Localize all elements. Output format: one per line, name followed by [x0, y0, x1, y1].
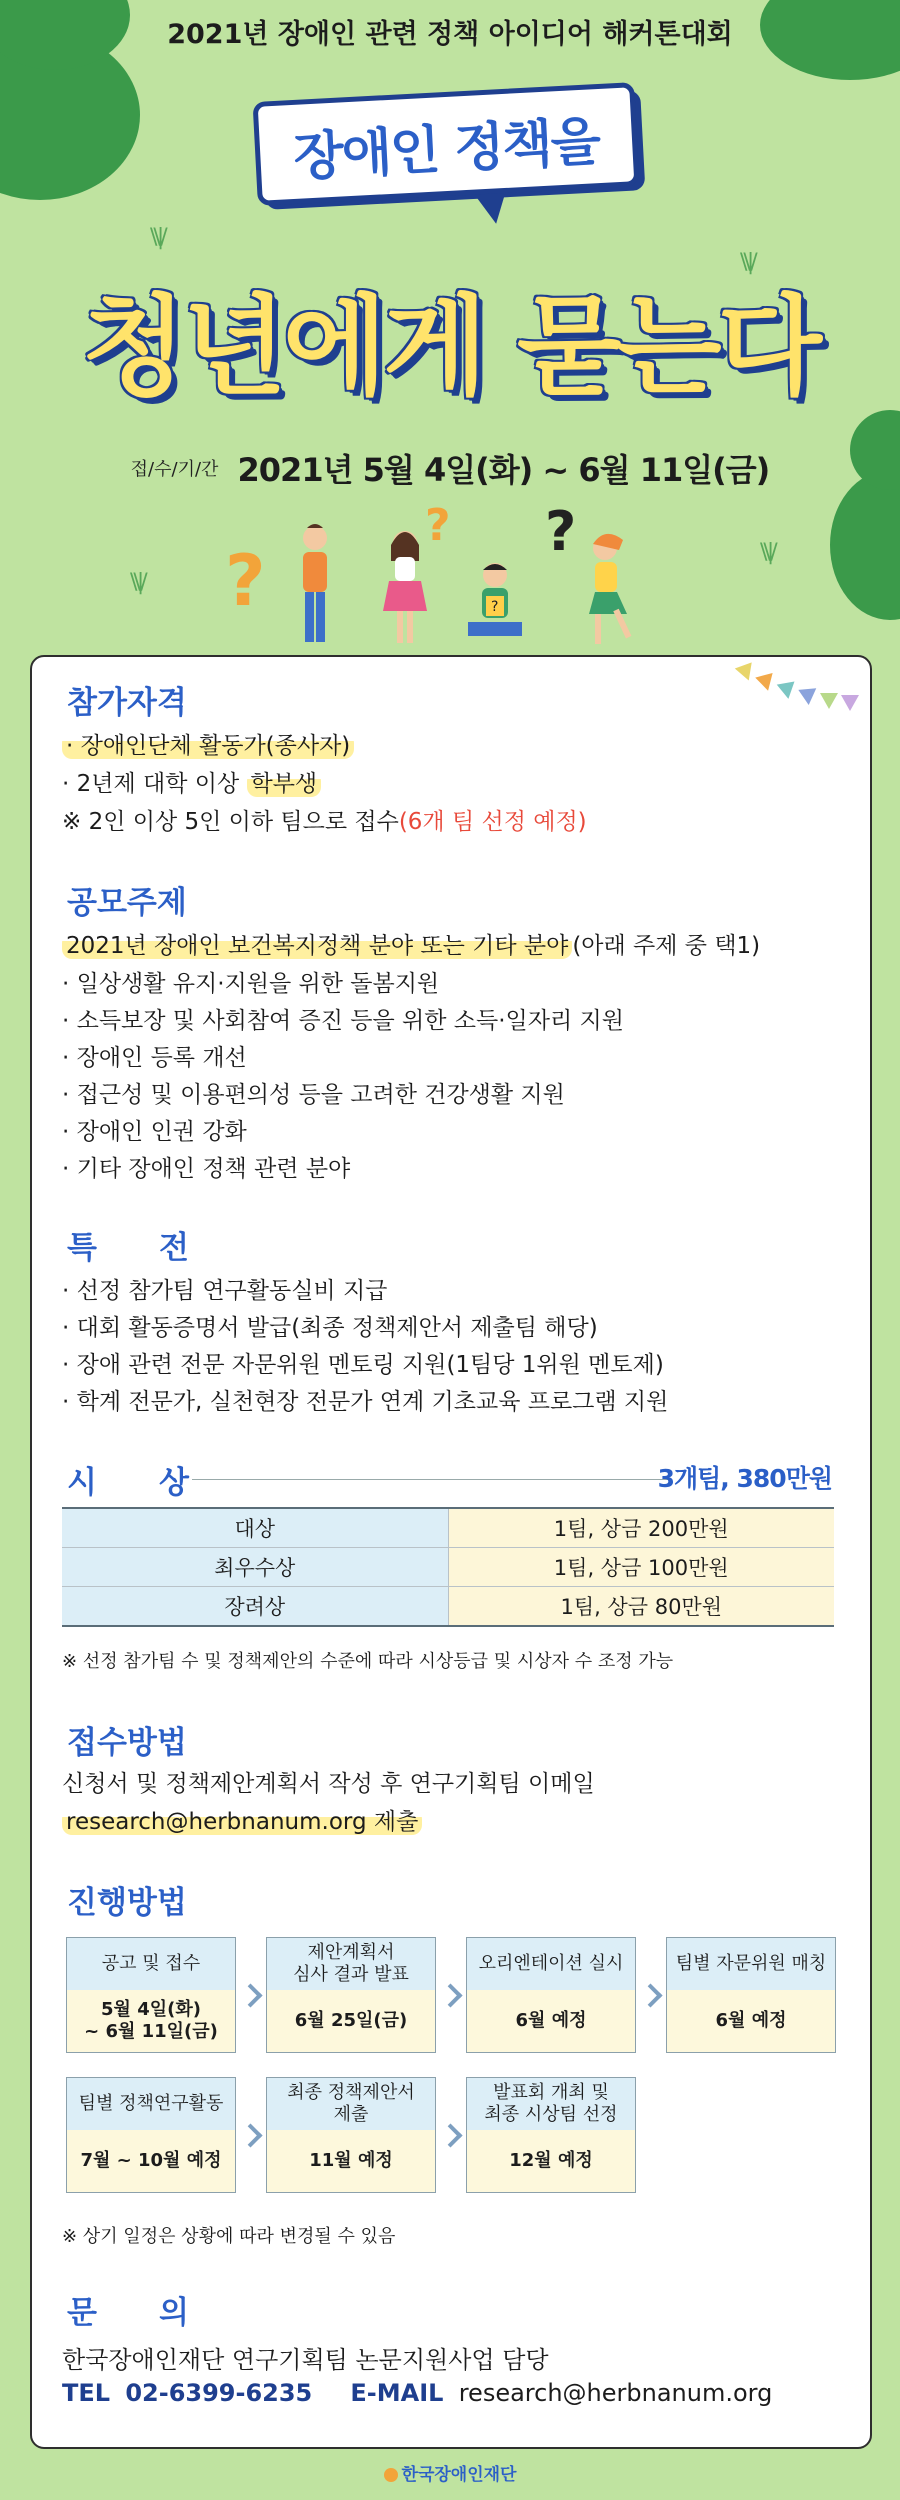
logo-icon [384, 2468, 398, 2482]
arrow-right-icon [238, 2123, 262, 2147]
person-icon [285, 520, 345, 650]
benefit-item: · 대회 활동증명서 발급(최종 정책제안서 제출팀 해당) [62, 1315, 598, 1341]
person-icon [375, 525, 435, 650]
footer-org-name: 한국장애인재단 [401, 2465, 517, 2485]
person-icon [460, 560, 530, 650]
arrow-right-icon [638, 1983, 662, 2007]
theme-item: · 장애인 인권 강화 [62, 1119, 247, 1145]
theme-item: · 접근성 및 이용편의성 등을 고려한 건강생활 지원 [62, 1082, 565, 1108]
awards-note: ※ 선정 참가팀 수 및 정책제안의 수준에 따라 시상등급 및 시상자 수 조정 가능 [62, 1651, 674, 1672]
process-step [466, 1937, 636, 2053]
period-label: 접/수/기/간 [130, 459, 219, 480]
tree-decoration [830, 470, 900, 620]
question-mark-icon: ? [225, 540, 266, 622]
step-title: 발표회 개최 및 최종 시상팀 선정 [467, 2078, 635, 2130]
theme-item: · 장애인 등록 개선 [62, 1045, 247, 1071]
awards-table [62, 1507, 834, 1627]
step-date: 11월 예정 [309, 2150, 393, 2171]
process-note: ※ 상기 일정은 상황에 따라 변경될 수 있음 [62, 2226, 396, 2247]
bubble-text: 장애인 정책을 [292, 111, 601, 188]
speech-bubble [255, 92, 655, 212]
content-card [30, 655, 872, 2449]
theme-item: · 소득보장 및 사회참여 증진 등을 위한 소득·일자리 지원 [62, 1008, 624, 1034]
step-date: 6월 25일(금) [294, 2010, 408, 2031]
arrow-right-icon [438, 2123, 462, 2147]
tel-label: TEL [62, 2379, 111, 2407]
grass-decoration: \\|/ [150, 225, 164, 250]
step-title: 최종 정책제안서 제출 [267, 2078, 435, 2130]
step-title: 팀별 자문위원 매칭 [667, 1938, 835, 1990]
question-mark-icon: ? [425, 500, 451, 551]
event-title: 2021년 장애인 관련 정책 아이디어 해커톤대회 [167, 19, 733, 50]
step-title: 공고 및 접수 [67, 1938, 235, 1990]
eligibility-item: · 장애인단체 활동가(종사자) [62, 727, 354, 760]
email-label: E-MAIL [350, 2379, 444, 2407]
step-date: 6월 예정 [715, 2010, 787, 2031]
awards-total: 3개팀, 380만원 [657, 1464, 832, 1493]
grass-decoration: \\|/ [760, 540, 774, 565]
tel-value: 02-6399-6235 [125, 2379, 313, 2407]
contact-title: 문 의 [67, 2295, 189, 2331]
submission-period [0, 445, 900, 491]
question-mark-icon: ? [545, 500, 577, 563]
grass-decoration: \\|/ [130, 570, 144, 595]
eligibility-item: · 2년제 대학 이상 학부생 [62, 765, 321, 798]
process-step [66, 1937, 236, 2053]
process-title: 진행방법 [67, 1885, 187, 1921]
process-step [666, 1937, 836, 2053]
awards-title: 시 상 [67, 1465, 189, 1501]
step-date: 12월 예정 [509, 2150, 593, 2171]
benefit-item: · 선정 참가팀 연구활동실비 지급 [62, 1278, 388, 1304]
grass-decoration: \\|/ [740, 250, 754, 275]
step-date: 5월 4일(화) ~ 6월 11일(금) [84, 1999, 218, 2042]
table-row: 대상 1팀, 상금 200만원 [62, 1508, 834, 1548]
step-title: 팀별 정책연구활동 [67, 2078, 235, 2130]
people-illustration [225, 500, 665, 650]
benefit-item: · 장애 관련 전문 자문위원 멘토링 지원(1팀당 1위원 멘토제) [62, 1352, 664, 1378]
svg-text:?: ? [491, 599, 499, 615]
process-step [266, 1937, 436, 2053]
theme-title: 공모주제 [67, 885, 187, 921]
process-step [466, 2077, 636, 2193]
process-step [266, 2077, 436, 2193]
eligibility-title: 참가자격 [67, 685, 187, 721]
email-value[interactable]: research@herbnanum.org [458, 2379, 773, 2407]
footer-logo [0, 2460, 900, 2485]
theme-lead: 2021년 장애인 보건복지정책 분야 또는 기타 분야 (아래 주제 중 택1) [62, 927, 760, 960]
eligibility-item: ※ 2인 이상 5인 이하 팀으로 접수(6개 팀 선정 예정) [62, 809, 587, 835]
submission-title: 접수방법 [67, 1725, 187, 1761]
table-row: 최우수상 1팀, 상금 100만원 [62, 1548, 834, 1587]
submission-line: 신청서 및 정책제안계획서 작성 후 연구기획팀 이메일 [62, 1771, 595, 1797]
arrow-right-icon [438, 1983, 462, 2007]
divider [192, 1479, 672, 1480]
submission-line: research@herbnanum.org 제출 [62, 1803, 422, 1836]
contact-org: 한국장애인재단 연구기획팀 논문지원사업 담당 [62, 2346, 549, 2374]
person-icon [565, 530, 655, 650]
arrow-right-icon [238, 1983, 262, 2007]
contact-line [62, 2379, 772, 2407]
benefits-title: 특 전 [67, 1230, 189, 1266]
theme-item: · 기타 장애인 정책 관련 분야 [62, 1156, 351, 1182]
step-date: 6월 예정 [515, 2010, 587, 2031]
table-row: 장려상 1팀, 상금 80만원 [62, 1587, 834, 1627]
step-date: 7월 ~ 10월 예정 [80, 2150, 222, 2171]
step-title: 제안계획서 심사 결과 발표 [267, 1938, 435, 1990]
process-step [66, 2077, 236, 2193]
headline: 청년에게 묻는다 [82, 285, 818, 410]
period-value: 2021년 5월 4일(화) ~ 6월 11일(금) [237, 451, 770, 489]
theme-item: · 일상생활 유지·지원을 위한 돌봄지원 [62, 971, 440, 997]
benefit-item: · 학계 전문가, 실천현장 전문가 연계 기초교육 프로그램 지원 [62, 1389, 669, 1415]
step-title: 오리엔테이션 실시 [467, 1938, 635, 1990]
